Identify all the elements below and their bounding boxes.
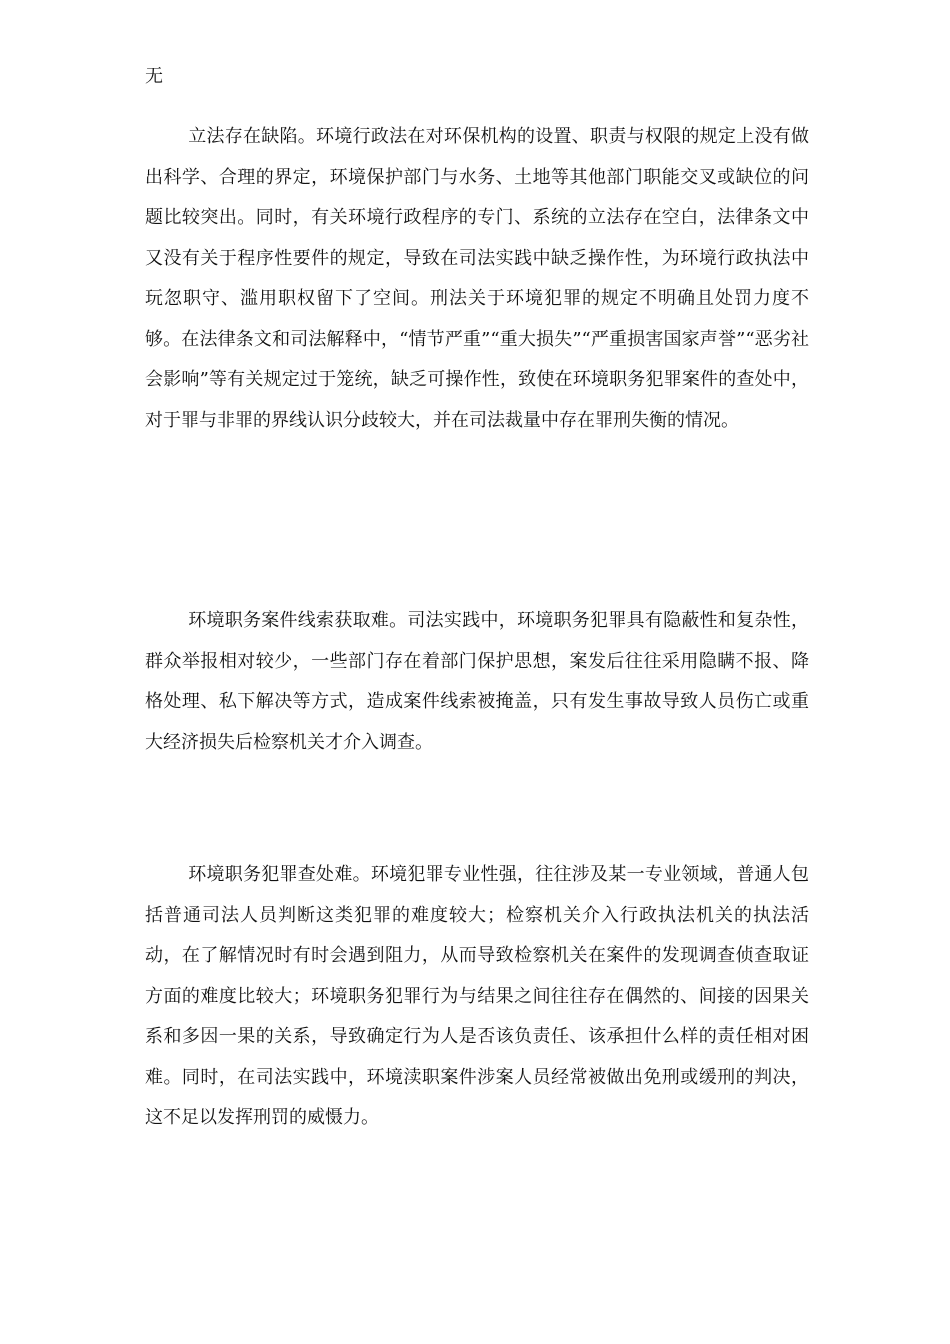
paragraph-legislation-defects: 立法存在缺陷。环境行政法在对环保机构的设置、职责与权限的规定上没有做出科学、合理的界定，环境保护部门与水务、土地等其他部门职能交叉或缺位的问题比较突出。同时，有关环境行政程序的专门、系统的立法存在空白，法律条文中又没有关于程序性要件的规定，导致在司法实践中缺乏操作性，为环境行政执法中玩忽职守、滥用职权留下了空间。刑法关于环境犯罪的规定不明确且处罚力度不够。在法律条文和司法解释中，“情节严重”“重大损失”“严重损害国家声誉”“恶劣社会影响”等有关规定过于笼统，缺乏可操作性，致使在环境职务犯罪案件的查处中，对于罪与非罪的界线认识分歧较大，并在司法裁量中存在罪刑失衡的情况。 <box>145 126 809 431</box>
paragraph-clue-acquisition: 环境职务案件线索获取难。司法实践中，环境职务犯罪具有隐蔽性和复杂性，群众举报相对较少，一些部门存在着部门保护思想，案发后往往采用隐瞒不报、降格处理、私下解决等方式，造成案件线索被掩盖，只有发生事故导致人员伤亡或重大经济损失后检察机关才介入调查。 <box>145 610 809 753</box>
paragraph-investigation-difficulty: 环境职务犯罪查处难。环境犯罪专业性强，往往涉及某一专业领域，普通人包括普通司法人员判断这类犯罪的难度较大；检察机关介入行政执法机关的执法活动，在了解情况时有时会遇到阻力，从而导致检察机关在案件的发现调查侦查取证方面的难度比较大；环境职务犯罪行为与结果之间往往存在偶然的、间接的因果关系和多因一果的关系，导致确定行为人是否该负责任、该承担什么样的责任相对困难。同时，在司法实践中，环境渎职案件涉案人员经常被做出免刑或缓刑的判决，这不足以发挥刑罚的威慑力。 <box>145 864 809 1128</box>
page-header-word: 无 <box>145 66 163 87</box>
